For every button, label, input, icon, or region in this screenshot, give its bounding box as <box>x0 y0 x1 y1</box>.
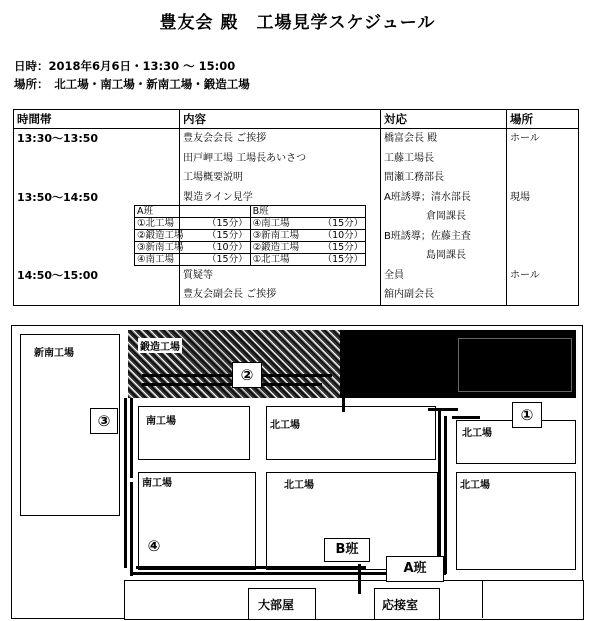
schedule-header-row <box>14 110 579 129</box>
group-a-stop <box>135 230 251 242</box>
responder-line: 倉岡課長 <box>426 211 466 222</box>
factory-map <box>11 325 583 619</box>
shin-minami-label: 新南工場 <box>34 348 74 359</box>
datetime-line: 日時：2018年6月6日・13:30 ～ 15:00 <box>14 59 236 73</box>
kita-center-top-building <box>266 406 436 460</box>
route-line <box>444 416 447 574</box>
osetsu-label: 応接室 <box>382 598 419 612</box>
route-line <box>130 572 370 575</box>
route-line <box>358 564 361 594</box>
content-line: 田戸岬工場 工場長あいさつ <box>183 152 307 164</box>
schedule-row-1 <box>14 129 579 188</box>
route-line <box>428 408 458 411</box>
route-line <box>130 482 133 576</box>
stop-name: ④南工場 <box>137 254 175 265</box>
tanzo-label: 鍛造工場 <box>138 338 182 353</box>
stop-duration: （15分） <box>322 254 364 265</box>
stop-duration: （15分） <box>207 230 248 241</box>
group-b-stop <box>250 230 366 242</box>
route-line <box>124 398 127 568</box>
minami-bottom-label: 南工場 <box>142 478 172 489</box>
header-content: 内容 <box>180 110 381 129</box>
content-line: 質疑等 <box>183 269 213 281</box>
page-title: 豊友会 殿 工場見学スケジュール <box>159 13 436 33</box>
kita-right-top-label: 北工場 <box>462 428 492 439</box>
group-rotation-table <box>134 205 366 266</box>
content-line: 豊友会副会長 ご挨拶 <box>183 289 277 300</box>
stop-2-marker: ② <box>232 362 262 388</box>
content-line: 豊友会会長 ご挨拶 <box>183 133 267 144</box>
responder-line: A班誘導；清水部長 <box>384 191 471 203</box>
stop-duration: （10分） <box>207 242 248 253</box>
bottom-rooms <box>124 580 584 620</box>
group-b-stop <box>250 242 366 254</box>
header-place: 場所 <box>507 110 579 129</box>
route-line <box>342 398 345 412</box>
stop-3-marker: ③ <box>90 408 118 434</box>
group-a-header: A班 <box>135 206 251 218</box>
place-cell: 現場 <box>510 191 530 203</box>
responder-line: 間瀬工務部長 <box>384 172 444 183</box>
b-group-label: B班 <box>324 538 370 562</box>
stop-name: ①北工場 <box>137 218 175 229</box>
stop-duration: （10分） <box>322 230 364 241</box>
time-cell: 14:50～15:00 <box>17 268 99 282</box>
group-a-stop <box>135 218 251 230</box>
stop-duration: （15分） <box>207 218 248 229</box>
time-cell: 13:50～14:50 <box>17 190 99 204</box>
route-line <box>438 408 441 558</box>
office-block <box>458 338 572 392</box>
kita-right-bottom-label: 北工場 <box>460 480 490 491</box>
stop-duration: （15分） <box>322 242 364 253</box>
stop-name: ①北工場 <box>252 254 290 265</box>
responder-line: B班誘導；佐藤主査 <box>384 230 471 242</box>
route-line <box>130 398 133 478</box>
stop-name: ③新南工場 <box>252 230 300 241</box>
time-cell: 13:30～13:50 <box>17 132 99 145</box>
place-cell: ホール <box>510 269 540 281</box>
header-responder: 対応 <box>381 110 507 129</box>
route-line <box>452 416 480 419</box>
group-b-header: B班 <box>250 206 366 218</box>
daibuya-label: 大部屋 <box>258 598 295 612</box>
stop-duration: （15分） <box>207 254 248 265</box>
content-line: 製造ライン見学 <box>183 191 253 203</box>
responder-line: 工藤工場長 <box>384 152 434 164</box>
header-time: 時間帯 <box>14 110 180 129</box>
places-line: 場所： 北工場・南工場・新南工場・鍛造工場 <box>14 77 250 91</box>
kita-center-top-label: 北工場 <box>270 420 300 431</box>
stop-duration: （15分） <box>322 218 364 229</box>
stop-name: ②鍛造工場 <box>137 230 184 241</box>
responder-line: 全員 <box>384 269 404 281</box>
stop-name: ④南工場 <box>252 218 290 229</box>
stop-4-marker: ④ <box>140 534 168 558</box>
minami-top-label: 南工場 <box>146 416 176 427</box>
stop-1-marker: ① <box>512 402 542 428</box>
stop-name: ③新南工場 <box>137 242 184 253</box>
group-b-stop <box>250 254 366 266</box>
responder-line: 島岡課長 <box>426 250 466 261</box>
responder-line: 舘内副会長 <box>384 289 434 300</box>
schedule-row-3 <box>14 266 579 306</box>
a-group-label: A班 <box>386 556 444 582</box>
route-line <box>136 566 366 569</box>
room-divider <box>482 580 483 618</box>
group-b-stop <box>250 218 366 230</box>
kita-center-bottom-label: 北工場 <box>284 480 314 491</box>
stop-name: ②鍛造工場 <box>252 242 300 253</box>
group-a-stop <box>135 254 251 266</box>
place-cell: ホール <box>510 133 540 144</box>
group-a-stop <box>135 242 251 254</box>
responder-line: 橋富会長 殿 <box>384 133 438 144</box>
content-line: 工場概要説明 <box>183 172 243 183</box>
